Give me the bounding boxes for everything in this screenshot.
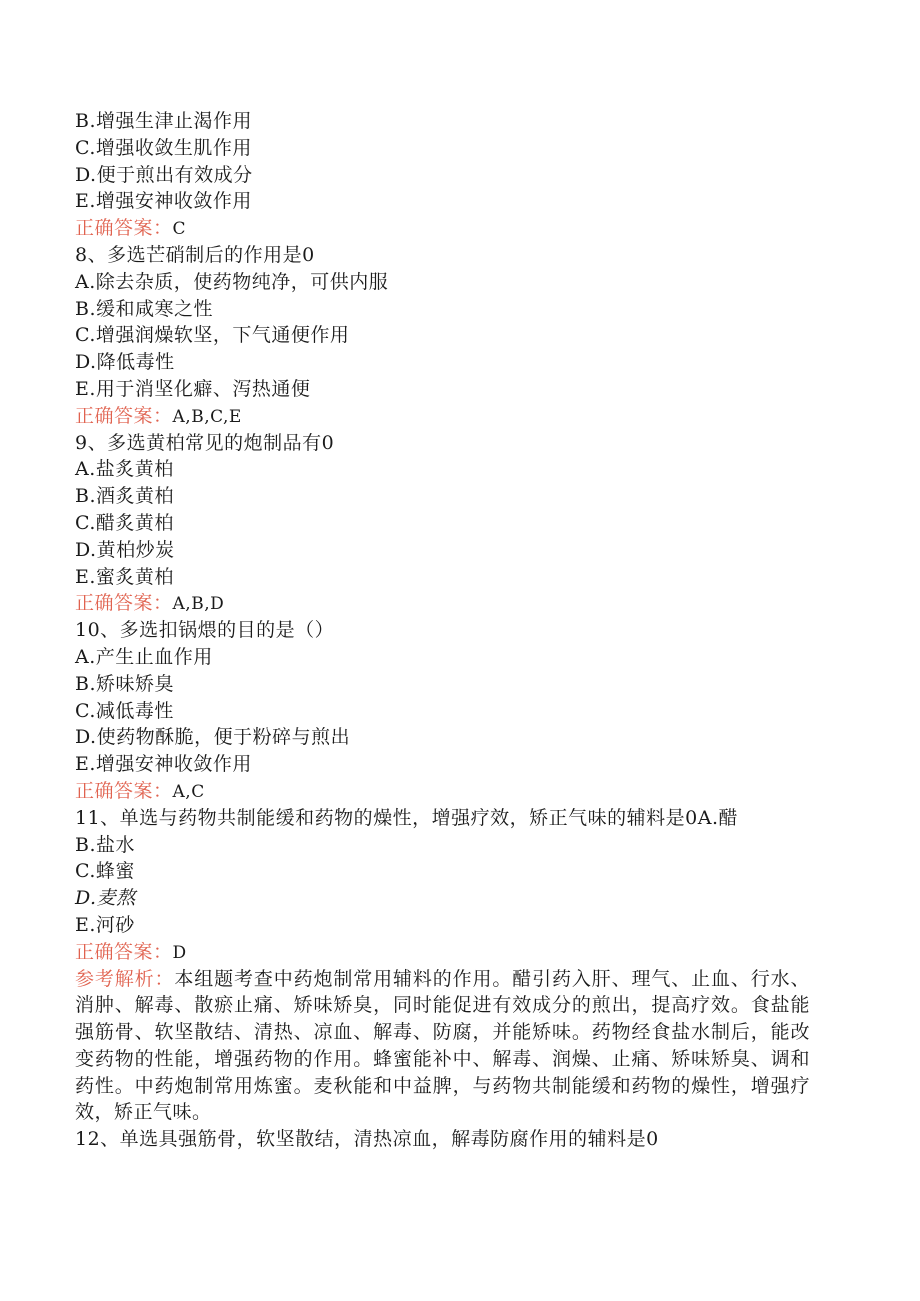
answer-value: A,C [172, 781, 205, 802]
option-b: B.盐水 [75, 833, 136, 856]
option-e: E.增强安神收敛作用 [75, 190, 252, 213]
option-a: A.盐炙黄柏 [75, 458, 174, 481]
question-11-stem: 11、单选与药物共制能缓和药物的燥性，增强疗效，矫正气味的辅料是0A.醋 [75, 806, 739, 829]
answer-value: A,B,C,E [172, 406, 242, 427]
option-c: C.增强收敛生肌作用 [75, 136, 252, 159]
option-e: E.用于消坚化癖、泻热通便 [75, 377, 311, 400]
option-b: B.酒炙黄柏 [75, 485, 175, 508]
answer-value: A,B,D [172, 594, 225, 615]
analysis-text: 本组题考查中药炮制常用辅料的作用。醋引药入肝、理气、止血、行水、消肿、解毒、散瘀止痛、矫味矫臭，同时能促进有效成分的煎出，提高疗效。食盐能强筋骨、软坚散结、清热、凉血、解毒、防腐，并能矫味。药物经食盐水制后，能改变药物的性能，增强药物的作用。蜂蜜能补中、解毒、润燥、止痛、矫味矫臭、调和药性。中药炮制常用炼蜜。麦秋能和中益脾，与药物共制能缓和药物的燥性，增强疗效，矫正气味。 [75, 967, 810, 1124]
option-c: C.醋炙黄柏 [75, 511, 174, 534]
option-d: D.黄柏炒炭 [75, 538, 175, 561]
answer-label: 正确答案： [75, 404, 173, 427]
answer-value: C [172, 219, 187, 240]
answer-label: 正确答案： [75, 592, 173, 615]
question-8-stem: 8、多选芒硝制后的作用是0 [75, 243, 315, 266]
option-b: B.矫味矫臭 [75, 672, 175, 695]
option-d: D.使药物酥脆，便于粉碎与煎出 [75, 726, 351, 749]
question-content [75, 108, 810, 1153]
answer-value: D [172, 942, 187, 963]
correct-answer [75, 778, 810, 805]
answer-label: 正确答案： [75, 779, 173, 802]
option-a: A.除去杂质，使药物纯净，可供内服 [75, 270, 389, 293]
correct-answer [75, 215, 810, 242]
option-e: E.蜜炙黄柏 [75, 565, 174, 588]
option-b: B.增强生津止渴作用 [75, 110, 253, 132]
correct-answer [75, 939, 810, 966]
option-c: C.减低毒性 [75, 699, 174, 722]
question-10-stem: 10、多选扣锅煨的目的是（） [75, 619, 335, 642]
answer-label: 正确答案： [75, 217, 173, 240]
question-12-stem: 12、单选具强筋骨，软坚散结，清热凉血，解毒防腐作用的辅料是0 [75, 1128, 659, 1151]
option-d: D.麦熬 [75, 887, 136, 910]
correct-answer [75, 590, 810, 617]
option-b: B.缓和咸寒之性 [75, 297, 214, 320]
option-e: E.增强安神收敛作用 [75, 753, 252, 776]
option-c: C.蜂蜜 [75, 860, 135, 883]
option-c: C.增强润燥软坚，下气通便作用 [75, 324, 350, 347]
reference-analysis [75, 966, 810, 1127]
option-e: E.河砂 [75, 913, 135, 936]
answer-label: 正确答案： [75, 940, 173, 963]
option-d: D.降低毒性 [75, 351, 175, 374]
option-a: A.产生止血作用 [75, 645, 213, 668]
question-9-stem: 9、多选黄柏常见的炮制品有0 [75, 431, 335, 454]
analysis-label: 参考解析： [75, 967, 175, 990]
correct-answer [75, 403, 810, 430]
option-d: D.便于煎出有效成分 [75, 163, 253, 186]
